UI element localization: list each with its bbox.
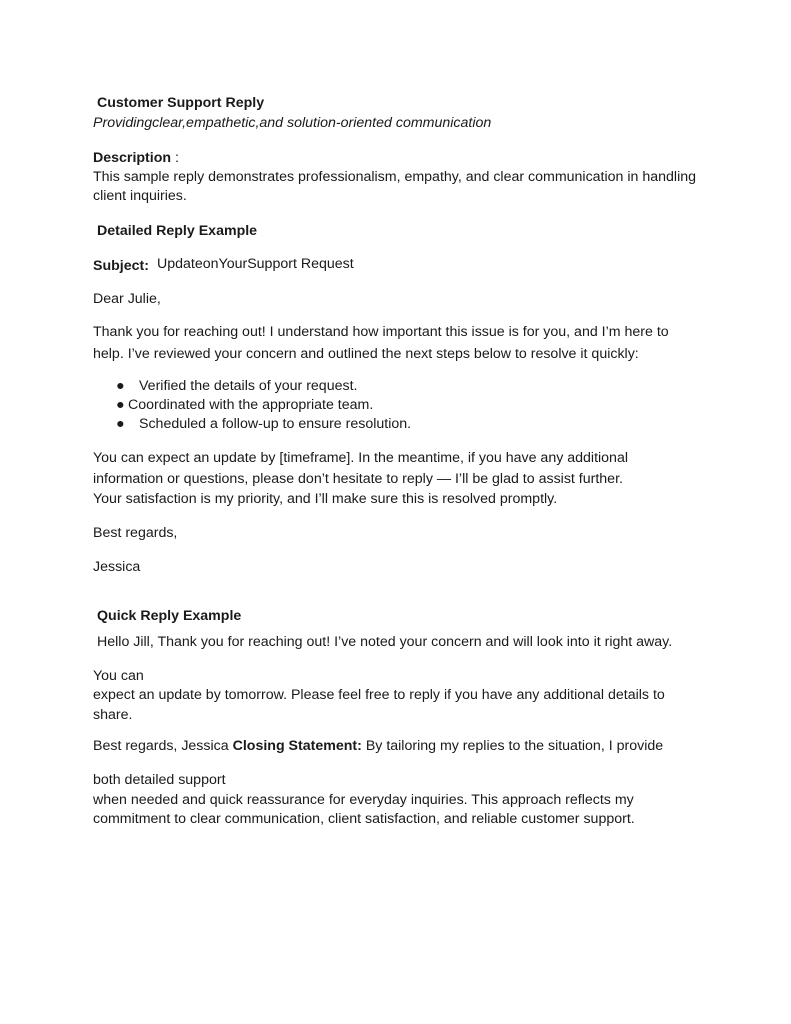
description-separator: :	[171, 150, 179, 166]
description-heading	[93, 149, 179, 167]
detailed-para-1-line-2: help. I’ve reviewed your concern and outlined the next steps below to resolve it quickly:	[93, 346, 639, 362]
bullet-icon: ●	[116, 397, 125, 413]
detailed-para-2-line-1: You can expect an update by [timeframe]. In the meantime, if you have any additional	[93, 450, 628, 466]
detailed-para-1-line-1: Thank you for reaching out! I understand how important this issue is for you, and I’m here to	[93, 324, 669, 340]
closing-statement-line-4: commitment to clear communication, client satisfaction, and reliable customer support.	[93, 811, 635, 827]
signoff: Best regards,	[93, 525, 178, 541]
description-label: Description	[93, 150, 172, 166]
closing-statement-line-3: when needed and quick reassurance for everyday inquiries. This approach reflects my	[93, 792, 634, 808]
closing-statement-text: By tailoring my replies to the situation, I provide	[365, 738, 664, 754]
document-title: Customer Support Reply	[97, 95, 265, 111]
list-item	[116, 396, 373, 414]
detailed-para-2-line-2: information or questions, please don’t hesitate to reply — I’ll be glad to assist further.	[93, 471, 623, 487]
description-text-line-2: client inquiries.	[93, 188, 187, 204]
quick-reply-line-4: share.	[93, 707, 133, 723]
subject-line	[93, 257, 149, 275]
detailed-para-2-line-3: Your satisfaction is my priority, and I’ll make sure this is resolved promptly.	[93, 491, 558, 507]
list-item-text: Scheduled a follow-up to ensure resolution.	[139, 416, 412, 432]
list-item	[116, 377, 357, 395]
detailed-reply-heading: Detailed Reply Example	[97, 223, 258, 239]
quick-reply-signoff-closing	[93, 737, 663, 755]
quick-reply-line-1: Hello Jill, Thank you for reaching out! I’ve noted your concern and will look into it right away.	[97, 634, 673, 650]
list-item	[116, 415, 411, 433]
signature: Jessica	[93, 559, 141, 575]
subject-label: Subject:	[93, 258, 149, 274]
greeting: Dear Julie,	[93, 291, 161, 307]
quick-reply-signoff: Best regards, Jessica	[93, 738, 229, 754]
bullet-icon: ●	[116, 416, 125, 432]
closing-statement-label: Closing Statement:	[232, 738, 362, 754]
list-item-text: Coordinated with the appropriate team.	[128, 397, 374, 413]
bullet-icon: ●	[116, 378, 125, 394]
subject-value: UpdateonYourSupport Request	[157, 256, 354, 272]
document-subtitle: Providingclear,empathetic,and solution-oriented communication	[93, 115, 492, 131]
quick-reply-line-3: expect an update by tomorrow. Please feel free to reply if you have any additional details to	[93, 687, 665, 703]
description-text-line-1: This sample reply demonstrates professionalism, empathy, and clear communication in handling	[93, 169, 696, 185]
quick-reply-heading: Quick Reply Example	[97, 608, 242, 624]
list-item-text: Verified the details of your request.	[139, 378, 358, 394]
closing-statement-line-2: both detailed support	[93, 772, 226, 788]
quick-reply-line-2: You can	[93, 668, 144, 684]
